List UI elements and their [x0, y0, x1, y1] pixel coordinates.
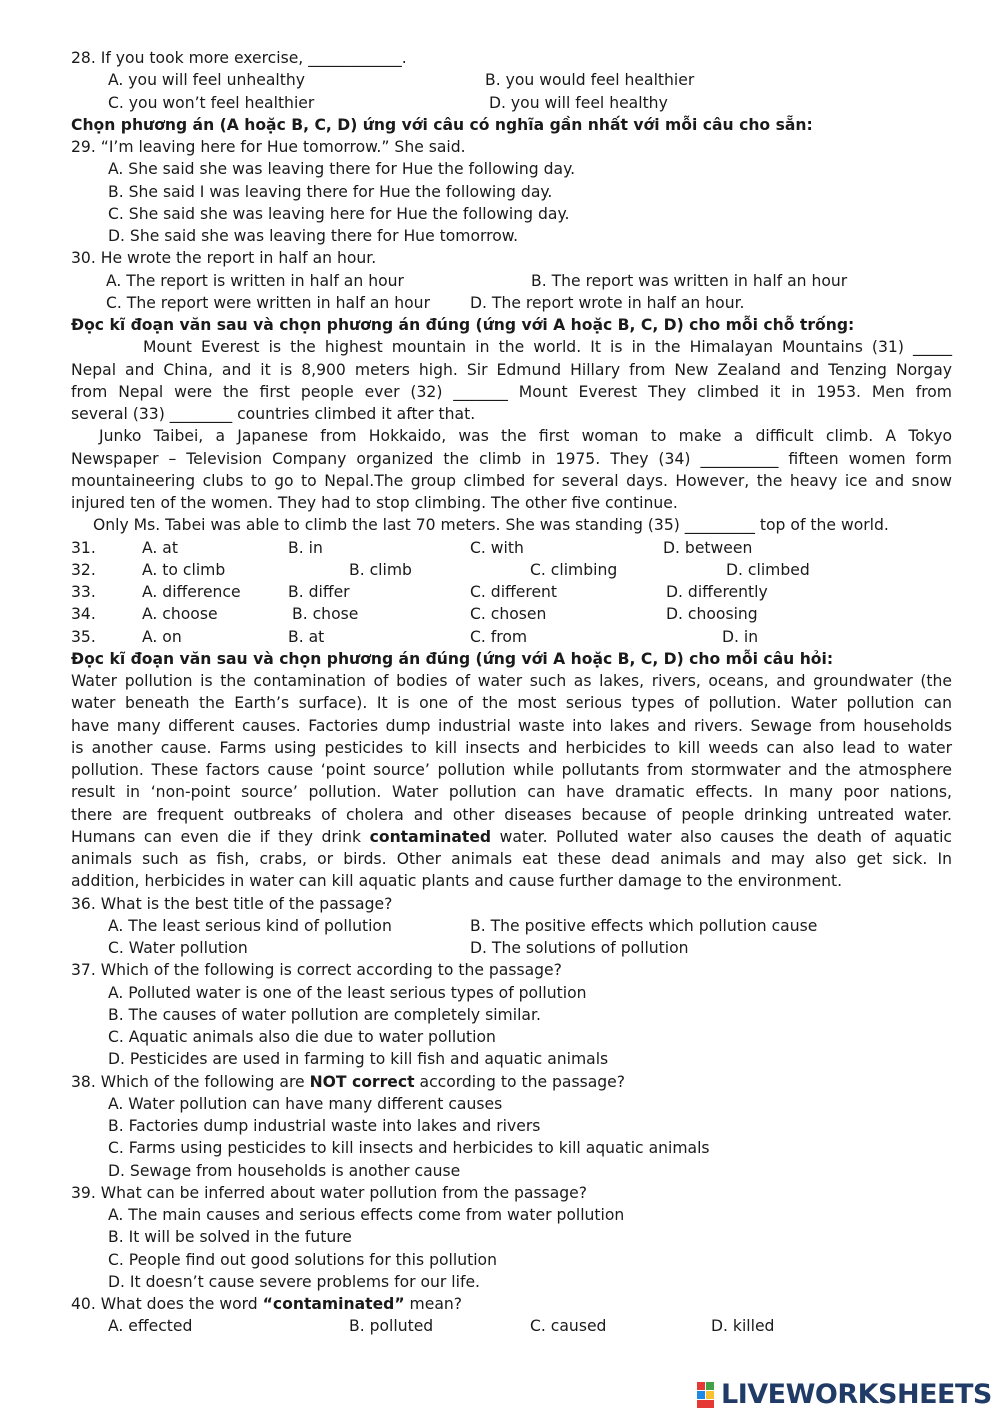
passage2-text: water. Polluted water also causes the death of aquatic: [491, 827, 952, 846]
q40-stem-text: mean?: [404, 1295, 463, 1313]
q38-option-b[interactable]: B. Factories dump industrial waste into lakes and rivers: [108, 1117, 541, 1135]
passage2-line: is another cause. Farms using pesticides to kill insects and herbicides to kill weeds can also lead to water: [71, 738, 952, 757]
q36-option-d[interactable]: D. The solutions of pollution: [470, 939, 689, 957]
cloze-number: 33.: [71, 583, 96, 601]
passage1-line: from Nepal were the first people ever (32) _______ Mount Everest They climbed it in 1953. Men from: [71, 382, 952, 401]
cloze-row-31: [71, 537, 952, 559]
q30-option-a[interactable]: A. The report is written in half an hour: [106, 271, 404, 290]
cloze-option-a[interactable]: A. difference: [142, 583, 241, 601]
q40-option-b[interactable]: B. polluted: [349, 1317, 434, 1336]
q28-option-c[interactable]: C. you won’t feel healthier: [108, 93, 315, 112]
q29-option-b[interactable]: B. She said I was leaving there for Hue the following day.: [108, 182, 553, 201]
q39-option-c[interactable]: C. People find out good solutions for this pollution: [108, 1250, 497, 1269]
passage2-line-with-keyword: [71, 826, 952, 848]
cloze-option-b[interactable]: B. climb: [349, 560, 412, 579]
question-30-stem: 30. He wrote the report in half an hour.: [71, 249, 377, 268]
passage2-text: Humans can even die if they drink: [71, 827, 370, 846]
liveworksheets-logo-text: LIVEWORKSHEETS: [721, 1378, 992, 1410]
q38-stem-text: 38. Which of the following are: [71, 1072, 310, 1091]
cloze-number: 31.: [71, 538, 96, 557]
passage2-line: pollution. These factors cause ‘point source’ pollution while pollutants from stormwater and the atmosphere: [71, 761, 952, 779]
passage1-line: Only Ms. Tabei was able to climb the last 70 meters. She was standing (35) _________ top of the world.: [93, 516, 889, 535]
question-28-options-row1: [71, 69, 952, 91]
cloze-row-35: [71, 626, 952, 648]
q38-stem-emphasis: NOT correct: [309, 1072, 415, 1091]
cloze-option-d[interactable]: D. choosing: [666, 605, 758, 624]
passage2-line: Water pollution is the contamination of bodies of water such as lakes, rivers, oceans, and groundwater (the: [71, 672, 952, 690]
question-30-options-row2: [71, 292, 952, 314]
question-28-options-row2: [71, 92, 952, 114]
question-40-stem: [71, 1293, 952, 1315]
q30-option-c[interactable]: C. The report were written in half an hour: [106, 293, 430, 312]
section-heading-reading: Đọc kĩ đoạn văn sau và chọn phương án đúng (ứng với A hoặc B, C, D) cho mỗi câu hỏi:: [71, 649, 834, 668]
q40-option-c[interactable]: C. caused: [530, 1317, 607, 1336]
question-29-stem: 29. “I’m leaving here for Hue tomorrow.” She said.: [71, 138, 466, 156]
passage2-line: water beneath the Earth’s surface). It is one of the most serious types of pollution. Water pollution can: [71, 694, 952, 713]
passage1-line: Nepal and China, and it is 8,900 meters high. Sir Edmund Hillary from New Zealand and Tenzing Norgay: [71, 360, 952, 379]
q38-stem-text: according to the passage?: [414, 1072, 626, 1091]
q40-option-d[interactable]: D. killed: [711, 1317, 775, 1336]
cloze-option-d[interactable]: D. differently: [666, 583, 768, 601]
liveworksheets-logo[interactable]: [697, 1378, 992, 1410]
passage1-line: mountaineering clubs to go to Nepal.The group climbed for several days. However, the heavy ice and snow: [71, 471, 952, 490]
question-36-options-row1: [71, 915, 952, 937]
passage2-line: animals such as fish, crabs, or birds. Other animals eat these dead animals and may also get sick. In: [71, 850, 952, 868]
q38-option-c[interactable]: C. Farms using pesticides to kill insects and herbicides to kill aquatic animals: [108, 1139, 710, 1158]
liveworksheets-logo-icon: [697, 1380, 719, 1408]
q39-option-b[interactable]: B. It will be solved in the future: [108, 1228, 352, 1247]
passage1-line: several (33) ________ countries climbed it after that.: [71, 405, 476, 423]
cloze-number: 32.: [71, 560, 96, 579]
passage2-line: result in ‘non-point source’ pollution. Water pollution can have dramatic effects. In many poor nations,: [71, 783, 952, 802]
passage2-line: there are frequent outbreaks of cholera and other diseases because of people drinking untreated water.: [71, 805, 952, 824]
q28-option-d[interactable]: D. you will feel healthy: [489, 93, 668, 112]
q36-option-c[interactable]: C. Water pollution: [108, 939, 248, 957]
cloze-option-d[interactable]: D. between: [663, 538, 753, 557]
cloze-number: 35.: [71, 627, 96, 646]
section-heading-cloze: Đọc kĩ đoạn văn sau và chọn phương án đúng (ứng với A hoặc B, C, D) cho mỗi chỗ trống:: [71, 316, 855, 334]
q36-option-a[interactable]: A. The least serious kind of pollution: [108, 916, 392, 935]
cloze-option-a[interactable]: A. at: [142, 538, 178, 557]
cloze-option-c[interactable]: C. with: [470, 538, 524, 557]
passage1-line: Mount Everest is the highest mountain in the world. It is in the Himalayan Mountains (31) _____: [143, 338, 952, 357]
q38-option-d[interactable]: D. Sewage from households is another cause: [108, 1161, 461, 1180]
q30-option-d[interactable]: D. The report wrote in half an hour.: [470, 293, 745, 312]
passage1-line: injured ten of the women. They had to stop climbing. The other five continue.: [71, 494, 678, 512]
cloze-option-b[interactable]: B. at: [288, 627, 325, 646]
question-36-stem: 36. What is the best title of the passage?: [71, 894, 393, 913]
cloze-option-a[interactable]: A. to climb: [142, 560, 226, 579]
question-38-stem: [71, 1071, 952, 1093]
q28-option-b[interactable]: B. you would feel healthier: [485, 71, 695, 90]
cloze-option-c[interactable]: C. chosen: [470, 605, 547, 624]
cloze-option-d[interactable]: D. in: [722, 627, 759, 646]
passage2-line: have many different causes. Factories dump industrial waste into lakes and rivers. Sewage from households: [71, 716, 952, 735]
q37-option-a[interactable]: A. Polluted water is one of the least serious types of pollution: [108, 983, 587, 1002]
question-39-stem: 39. What can be inferred about water pollution from the passage?: [71, 1183, 588, 1202]
cloze-option-b[interactable]: B. in: [288, 538, 323, 557]
q29-option-a[interactable]: A. She said she was leaving there for Hue the following day.: [108, 160, 576, 179]
q29-option-c[interactable]: C. She said she was leaving here for Hue the following day.: [108, 204, 570, 223]
q38-option-a[interactable]: A. Water pollution can have many different causes: [108, 1094, 503, 1113]
question-37-stem: 37. Which of the following is correct according to the passage?: [71, 961, 562, 980]
q29-option-d[interactable]: D. She said she was leaving there for Hue tomorrow.: [108, 227, 519, 245]
q28-option-a[interactable]: A. you will feel unhealthy: [108, 71, 305, 90]
keyword-contaminated: contaminated: [369, 827, 492, 846]
q37-option-d[interactable]: D. Pesticides are used in farming to kill fish and aquatic animals: [108, 1050, 609, 1069]
question-28-stem: 28. If you took more exercise, ____________.: [71, 49, 407, 67]
cloze-option-c[interactable]: C. climbing: [530, 560, 618, 579]
q40-option-a[interactable]: A. effected: [108, 1317, 193, 1336]
q36-option-b[interactable]: B. The positive effects which pollution cause: [470, 916, 818, 935]
worksheet-page: [71, 47, 952, 1338]
question-36-options-row2: [71, 937, 952, 959]
q40-stem-text: 40. What does the word: [71, 1295, 263, 1313]
cloze-option-c[interactable]: C. different: [470, 583, 558, 601]
q30-option-b[interactable]: B. The report was written in half an hour: [531, 271, 848, 290]
question-40-options-row: [71, 1315, 952, 1337]
q39-option-a[interactable]: A. The main causes and serious effects come from water pollution: [108, 1206, 625, 1224]
section-heading-transformation: Chọn phương án (A hoặc B, C, D) ứng với câu có nghĩa gần nhất với mỗi câu cho sẵn:: [71, 115, 813, 134]
q37-option-c[interactable]: C. Aquatic animals also die due to water pollution: [108, 1028, 496, 1046]
cloze-option-b[interactable]: B. chose: [292, 605, 359, 624]
cloze-row-32: [71, 559, 952, 581]
q40-stem-keyword: “contaminated”: [262, 1295, 405, 1313]
question-30-options-row1: [71, 270, 952, 292]
q37-option-b[interactable]: B. The causes of water pollution are completely similar.: [108, 1005, 541, 1024]
cloze-option-d[interactable]: D. climbed: [726, 560, 810, 579]
cloze-option-a[interactable]: A. on: [142, 627, 182, 646]
cloze-option-b[interactable]: B. differ: [288, 583, 350, 601]
passage1-line: Junko Taibei, a Japanese from Hokkaido, was the first woman to make a difficult climb. A Tokyo: [99, 427, 952, 446]
cloze-option-c[interactable]: C. from: [470, 627, 528, 646]
cloze-row-33: [71, 581, 952, 603]
cloze-number: 34.: [71, 605, 96, 624]
cloze-option-a[interactable]: A. choose: [142, 605, 218, 624]
cloze-row-34: [71, 603, 952, 625]
passage2-line: addition, herbicides in water can kill aquatic plants and cause further damage to the environment.: [71, 872, 843, 891]
passage1-line: Newspaper – Television Company organized the climb in 1975. They (34) __________ fifteen women form: [71, 449, 952, 468]
q39-option-d[interactable]: D. It doesn’t cause severe problems for our life.: [108, 1272, 481, 1291]
